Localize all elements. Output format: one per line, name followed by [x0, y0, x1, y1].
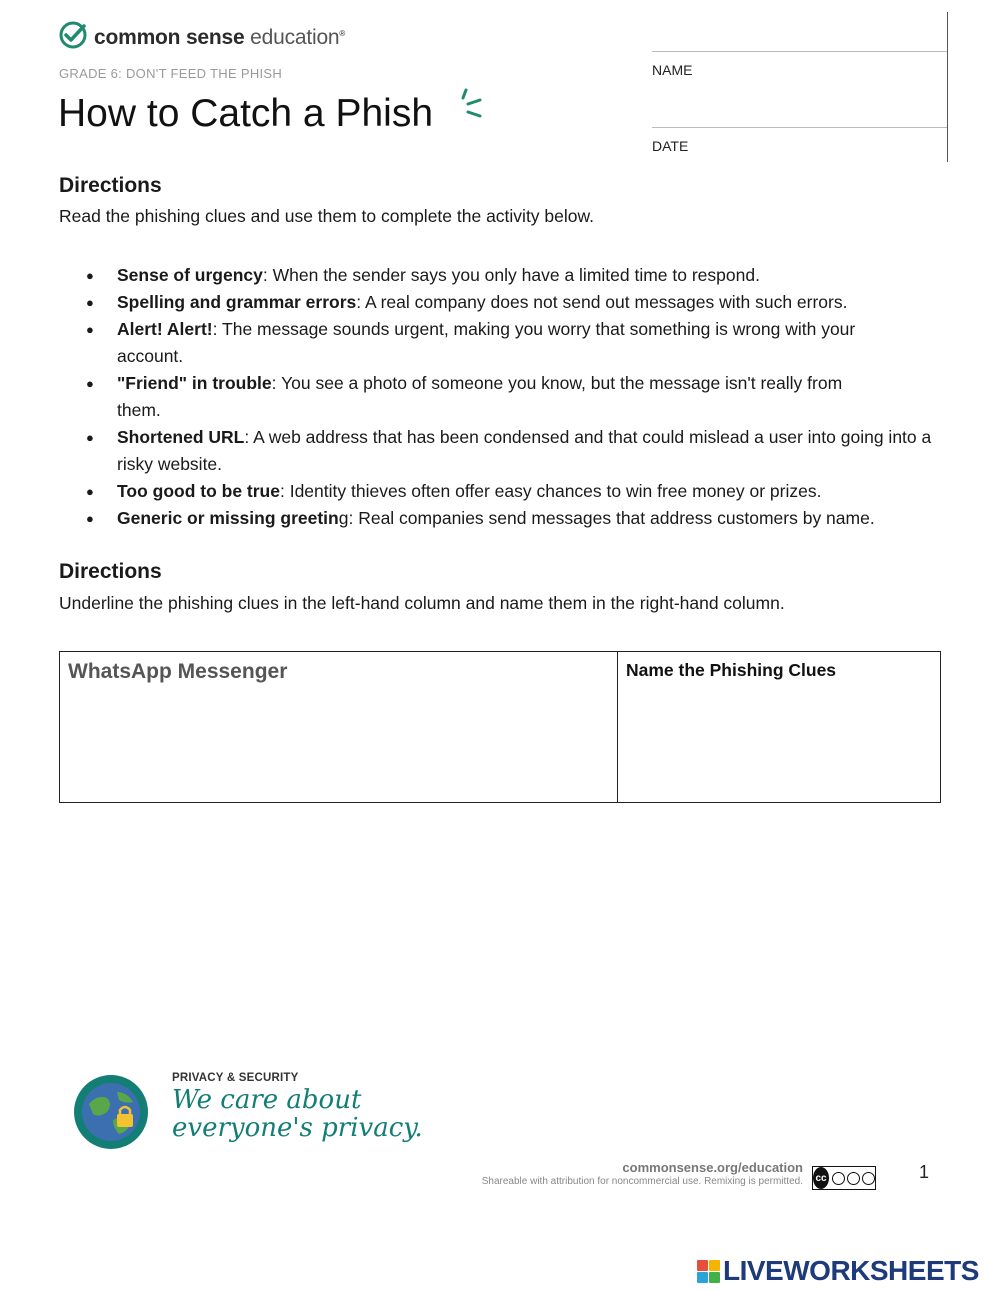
date-line[interactable] — [652, 127, 947, 128]
list-item: ● Too good to be true: Identity thieves often offer easy chances to win free money or prizes. — [86, 478, 946, 505]
privacy-slogan: We care about everyone's privacy. — [172, 1085, 423, 1143]
directions-text: Read the phishing clues and use them to complete the activity below. — [59, 206, 595, 226]
directions-text-2: Underline the phishing clues in the left-hand column and name them in the right-hand column. — [59, 593, 785, 613]
creative-commons-icon: cc — [812, 1166, 876, 1190]
date-label: DATE — [652, 138, 689, 154]
list-item: ● Shortened URL: A web address that has been condensed and that could mislead a user into going into a risky website. — [86, 424, 946, 478]
license-note: Shareable with attribution for noncommercial use. Remixing is permitted. — [481, 1176, 803, 1187]
liveworksheets-watermark: LIVEWORKSHEETS — [697, 1255, 979, 1287]
clues-answer-heading: Name the Phishing Clues — [626, 660, 837, 680]
footer-url[interactable]: commonsense.org/education — [622, 1160, 803, 1175]
phishing-clues-list — [86, 262, 946, 532]
checkmark-logo-icon — [58, 20, 88, 55]
name-line[interactable] — [652, 51, 947, 52]
privacy-label: PRIVACY & SECURITY — [172, 1072, 299, 1084]
liveworksheets-logo-icon — [697, 1260, 720, 1283]
directions-heading-2: Directions — [59, 560, 162, 583]
brand-logo — [58, 20, 345, 55]
directions-heading: Directions — [59, 174, 162, 197]
brand-name: common sense education® — [94, 25, 346, 49]
message-column-heading: WhatsApp Messenger — [68, 660, 288, 683]
list-item: ● Sense of urgency: When the sender says you only have a limited time to respond. — [86, 262, 946, 289]
list-item: ● Alert! Alert!: The message sounds urgent, making you worry that something is wrong with your account. — [86, 316, 887, 370]
message-column[interactable] — [60, 652, 618, 802]
list-item: ● Generic or missing greeting: Real companies send messages that address customers by name. — [86, 505, 946, 532]
name-label: NAME — [652, 62, 693, 78]
activity-table — [59, 651, 941, 803]
grade-label: GRADE 6: DON'T FEED THE PHISH — [59, 66, 283, 81]
list-item: ● "Friend" in trouble: You see a photo of someone you know, but the message isn't really from them. — [86, 370, 857, 424]
privacy-globe-icon — [73, 1074, 149, 1155]
name-date-block — [652, 12, 948, 162]
list-item: ● Spelling and grammar errors: A real company does not send out messages with such errors. — [86, 289, 946, 316]
clues-answer-column[interactable] — [618, 652, 940, 802]
sparkle-icon — [458, 86, 488, 131]
page-title: How to Catch a Phish — [58, 92, 434, 135]
page-number: 1 — [919, 1162, 930, 1182]
